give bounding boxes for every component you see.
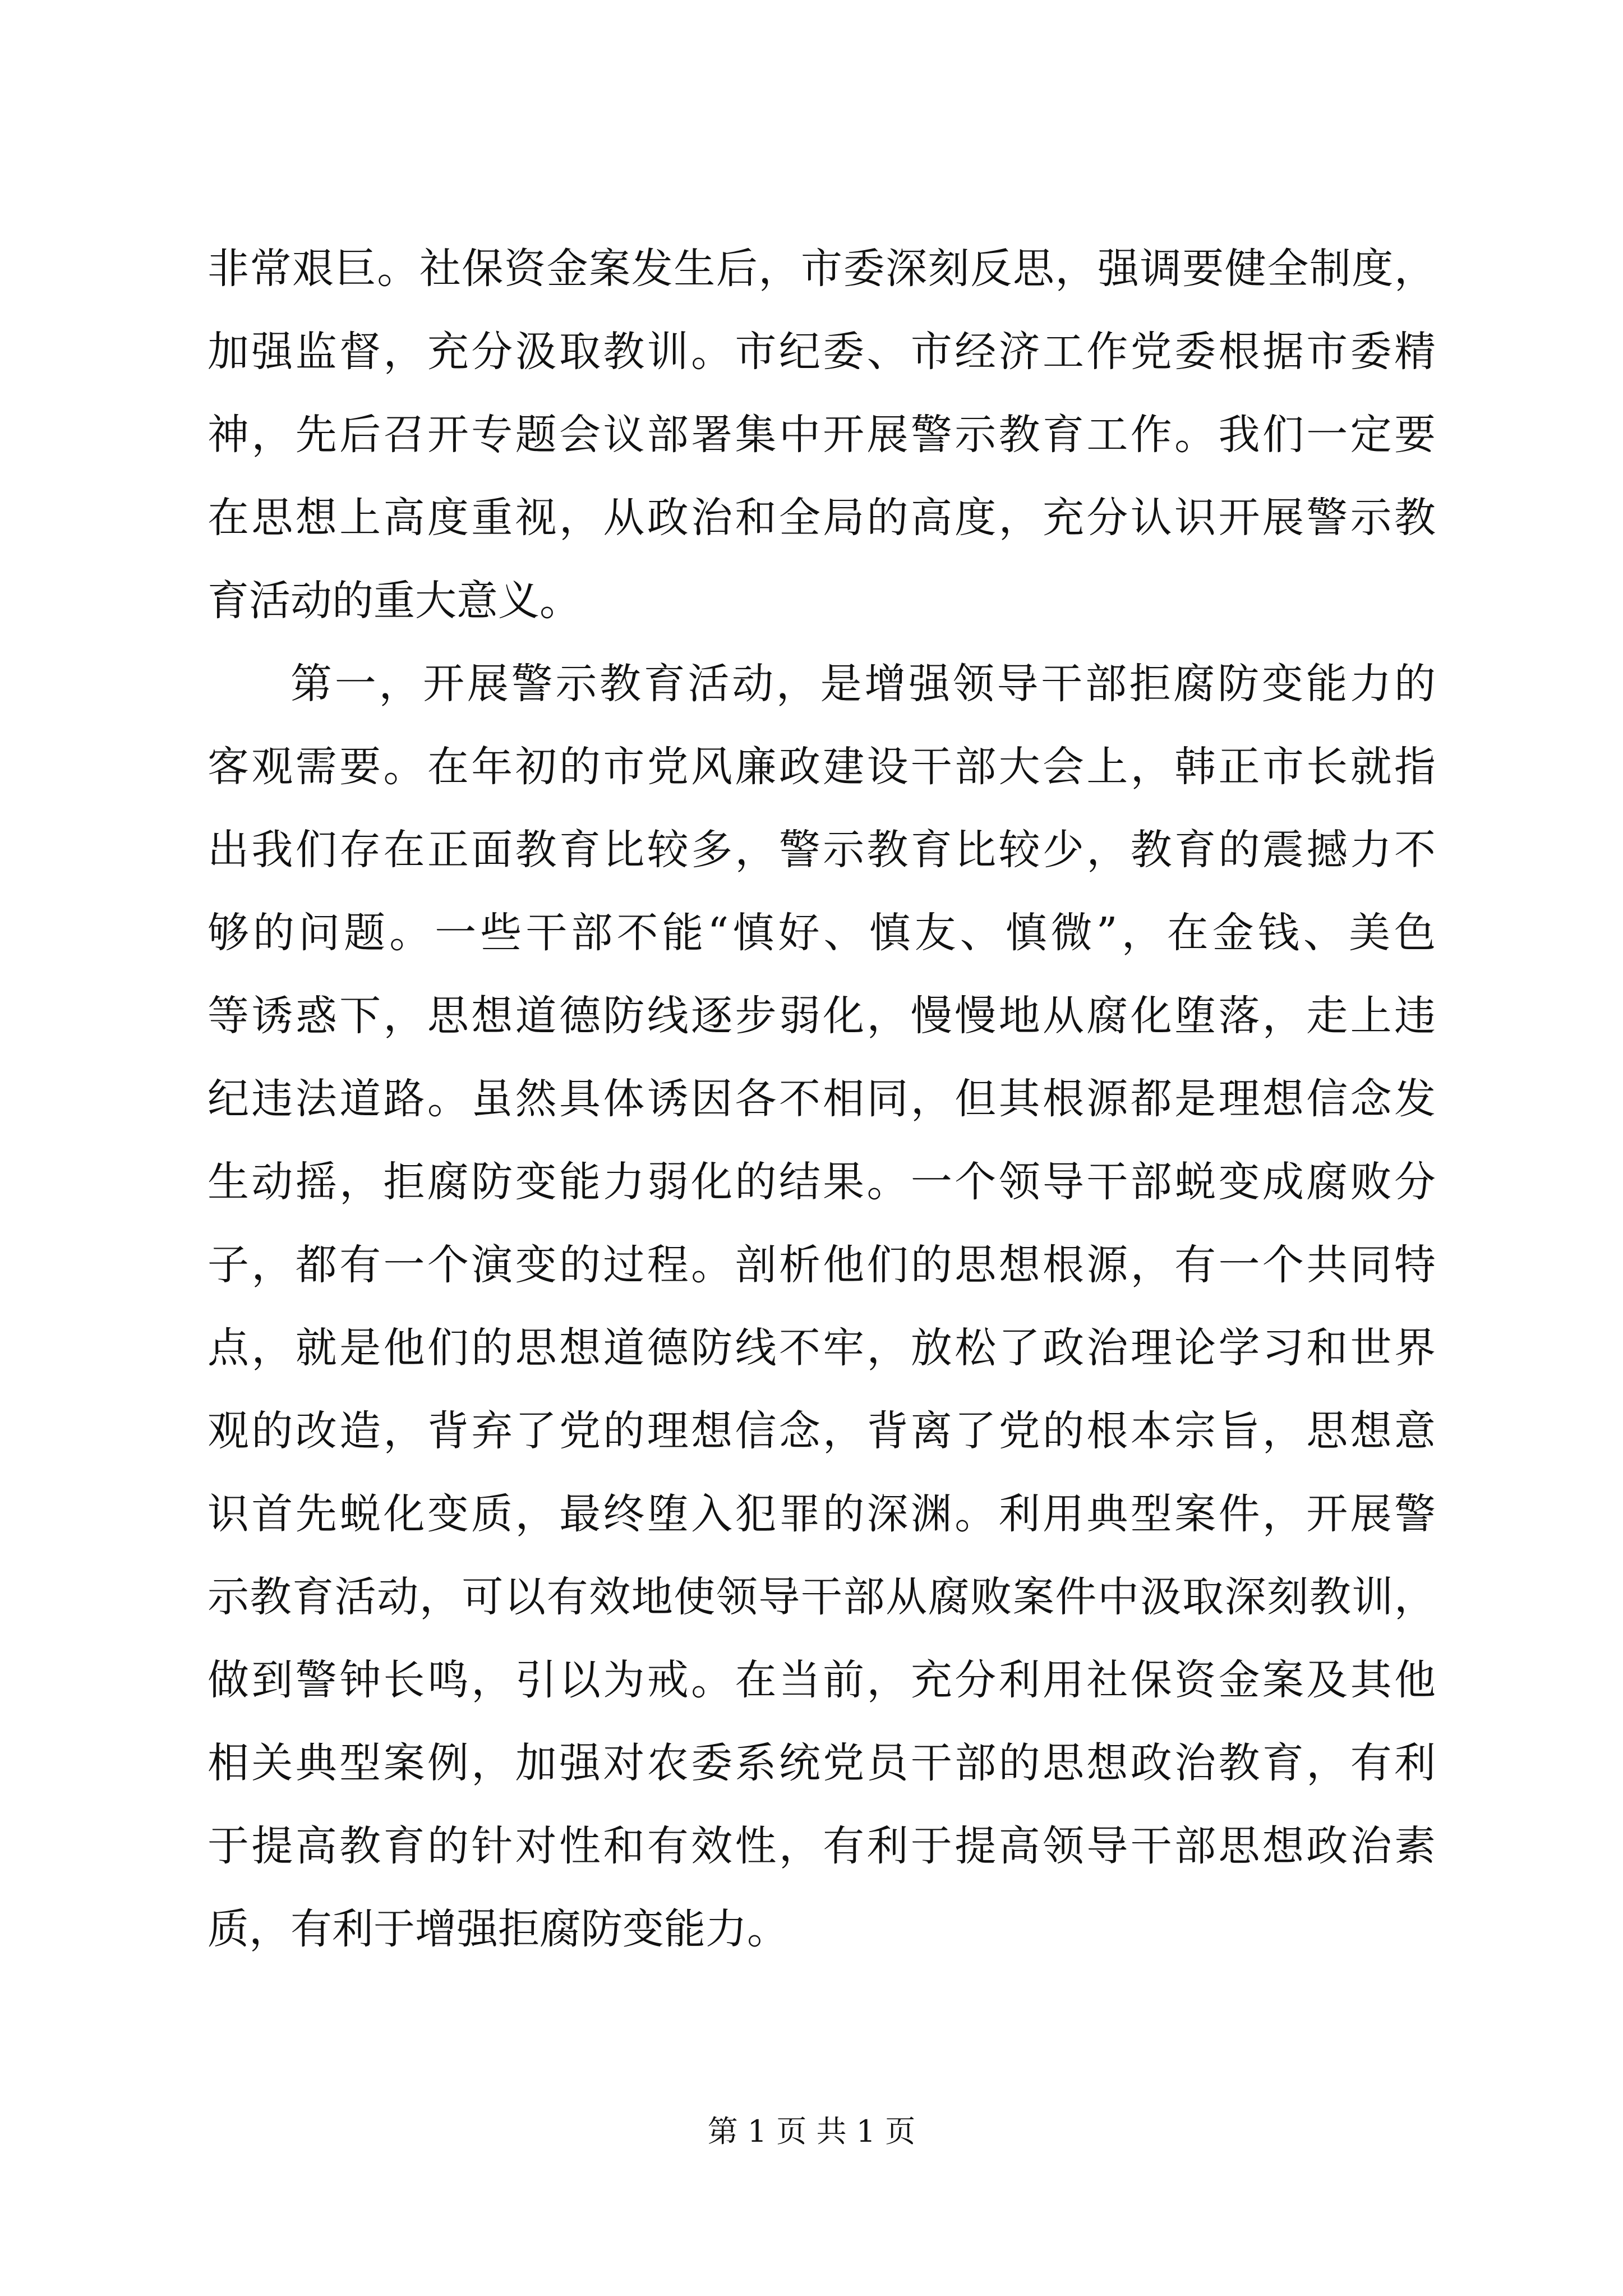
text-line: 生动摇，拒腐防变能力弱化的结果。一个领导干部蜕变成腐败分 — [208, 1158, 1436, 1206]
text-line: 质，有利于增强拒腐防变能力。 — [208, 1905, 789, 1953]
text-line: 客观需要。在年初的市党风廉政建设干部大会上，韩正市长就指 — [208, 743, 1436, 791]
text-line: 非常艰巨。社保资金案发生后，市委深刻反思，强调要健全制度， — [208, 245, 1436, 293]
text-line: 于提高教育的针对性和有效性，有利于提高领导干部思想政治素 — [208, 1822, 1436, 1870]
text-line: 加强监督，充分汲取教训。市纪委、市经济工作党委根据市委精 — [208, 328, 1436, 376]
text-line: 在思想上高度重视，从政治和全局的高度，充分认识开展警示教 — [208, 494, 1436, 542]
text-line: 纪违法道路。虽然具体诱因各不相同，但其根源都是理想信念发 — [208, 1075, 1436, 1123]
text-line: 第一，开展警示教育活动，是增强领导干部拒腐防变能力的 — [291, 660, 1436, 708]
text-line: 子，都有一个演变的过程。剖析他们的思想根源，有一个共同特 — [208, 1241, 1436, 1289]
text-line: 相关典型案例，加强对农委系统党员干部的思想政治教育，有利 — [208, 1739, 1436, 1787]
text-line: 观的改造，背弃了党的理想信念，背离了党的根本宗旨，思想意 — [208, 1407, 1436, 1455]
document-body — [208, 227, 1436, 1971]
text-line: 等诱惑下，思想道德防线逐步弱化，慢慢地从腐化堕落，走上违 — [208, 992, 1436, 1040]
text-line: 出我们存在正面教育比较多，警示教育比较少，教育的震撼力不 — [208, 826, 1436, 874]
text-line: 点，就是他们的思想道德防线不牢，放松了政治理论学习和世界 — [208, 1324, 1436, 1372]
text-line: 识首先蜕化变质，最终堕入犯罪的深渊。利用典型案件，开展警 — [208, 1490, 1436, 1538]
text-line: 神，先后召开专题会议部署集中开展警示教育工作。我们一定要 — [208, 411, 1436, 459]
text-line: 示教育活动，可以有效地使领导干部从腐败案件中汲取深刻教训， — [208, 1573, 1436, 1621]
page-footer: 第 1 页 共 1 页 — [707, 2114, 916, 2149]
text-line: 够的问题。一些干部不能“慎好、慎友、慎微”，在金钱、美色 — [208, 909, 1436, 957]
text-line: 育活动的重大意义。 — [208, 577, 581, 625]
text-line: 做到警钟长鸣，引以为戒。在当前，充分利用社保资金案及其他 — [208, 1656, 1436, 1704]
